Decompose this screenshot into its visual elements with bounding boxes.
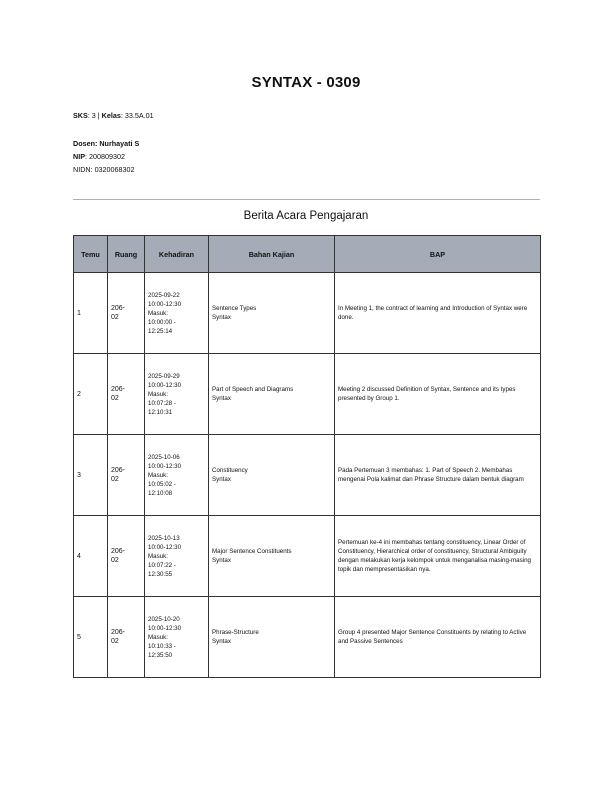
cell-ruang: 206- 02 [108, 435, 145, 516]
cell-kehadiran: 2025-09-22 10:00-12:30 Masuk: 10:00:00 - 12:25:14 [145, 273, 209, 354]
table-row [74, 354, 541, 435]
cell-ruang: 206- 02 [108, 597, 145, 678]
cell-temu: 5 [74, 597, 108, 678]
cell-kehadiran: 2025-09-29 10:00-12:30 Masuk: 10:07:28 - 12:10:31 [145, 354, 209, 435]
cell-ruang: 206- 02 [108, 516, 145, 597]
cell-kehadiran: 2025-10-20 10:00-12:30 Masuk: 10:10:33 - 12:35:50 [145, 597, 209, 678]
cell-temu: 1 [74, 273, 108, 354]
cell-bahan-kajian: Part of Speech and Diagrams Syntax [209, 354, 335, 435]
dosen-line [73, 139, 139, 148]
cell-temu: 4 [74, 516, 108, 597]
nip-label: NIP [73, 152, 85, 161]
bap-table [73, 235, 541, 678]
cell-bap: Pertemuan ke-4 ini membahas tentang constituency, Linear Order of Constituency, Hierarchical order of constituency, Structural Ambiguity dengan melakukan kerja kelompok untuk menganalisa masing-masing topik dan mempresentasikan nya. [335, 516, 541, 597]
cell-bap: Group 4 presented Major Sentence Constituents by relating to Active and Passive Sentences [335, 597, 541, 678]
header-bap: BAP [335, 236, 541, 273]
cell-temu: 3 [74, 435, 108, 516]
cell-temu: 2 [74, 354, 108, 435]
header-temu: Temu [74, 236, 108, 273]
cell-ruang: 206- 02 [108, 273, 145, 354]
sks-value: : 3 [87, 111, 96, 120]
table-row [74, 273, 541, 354]
document-title: SYNTAX - 0309 [251, 74, 361, 91]
kelas-label: Kelas [101, 111, 121, 120]
table-row [74, 435, 541, 516]
cell-bahan-kajian: Constituency Syntax [209, 435, 335, 516]
nip-value: : 200809302 [84, 152, 125, 161]
nip-line [73, 152, 125, 161]
table-row [74, 516, 541, 597]
dosen-label: Dosen [73, 139, 95, 148]
sks-label: SKS [73, 111, 88, 120]
table-row [74, 597, 541, 678]
cell-bahan-kajian: Phrase-Structure Syntax [209, 597, 335, 678]
cell-kehadiran: 2025-10-06 10:00-12:30 Masuk: 10:05:02 - 12:10:08 [145, 435, 209, 516]
sks-kelas-line [73, 111, 154, 120]
header-ruang: Ruang [108, 236, 145, 273]
table-header-row [74, 236, 541, 273]
nidn-line: NIDN: 0320068302 [73, 165, 135, 174]
divider [73, 199, 540, 200]
cell-bahan-kajian: Sentence Types Syntax [209, 273, 335, 354]
cell-bap: In Meeting 1, the contract of learning and Introduction of Syntax were done. [335, 273, 541, 354]
cell-bahan-kajian: Major Sentence Constituents Syntax [209, 516, 335, 597]
cell-bap: Meeting 2 discussed Definition of Syntax, Sentence and its types presented by Group 1. [335, 354, 541, 435]
cell-ruang: 206- 02 [108, 354, 145, 435]
kelas-value: : 33.5A.01 [120, 111, 154, 120]
header-kehadiran: Kehadiran [145, 236, 209, 273]
header-bahan-kajian: Bahan Kajian [209, 236, 335, 273]
cell-kehadiran: 2025-10-13 10:00-12:30 Masuk: 10:07:22 - 12:30:55 [145, 516, 209, 597]
dosen-value: : Nurhayati S [94, 139, 140, 148]
cell-bap: Pada Pertemuan 3 membahas: 1. Part of Speech 2. Membahas mengenai Pola kalimat dan Phrase Structure dalam bentuk diagram [335, 435, 541, 516]
section-subtitle: Berita Acara Pengajaran [243, 210, 369, 222]
meta-separator: | [95, 111, 102, 120]
